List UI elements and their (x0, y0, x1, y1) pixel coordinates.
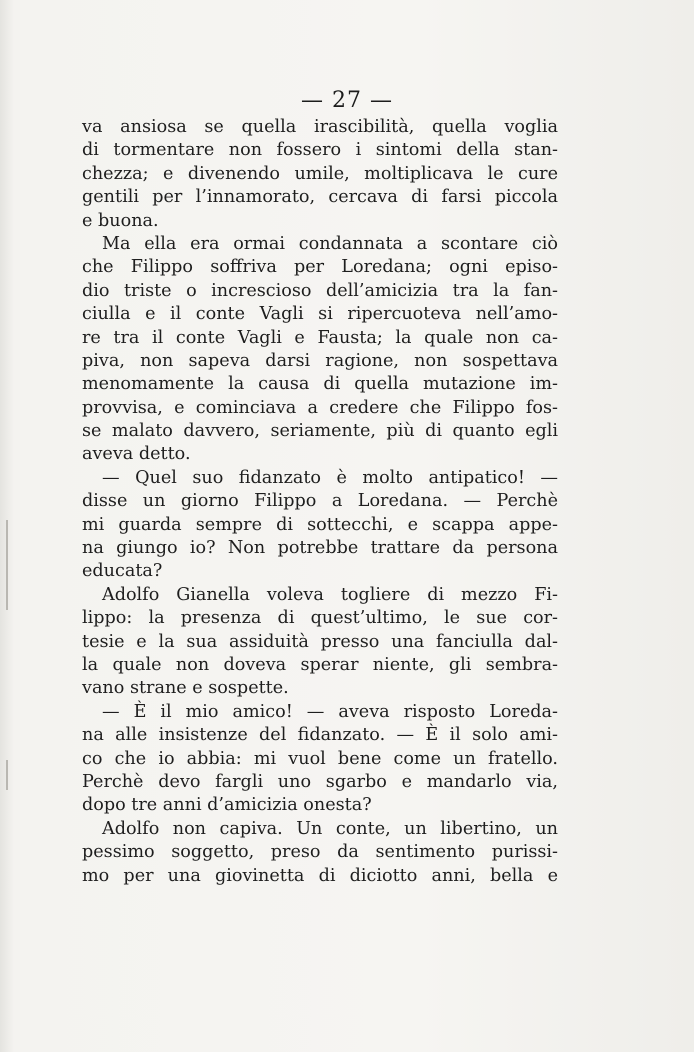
text-line: piva, non sapeva darsi ragione, non sospettava (82, 350, 558, 371)
text-line: Adolfo non capiva. Un conte, un libertino, un (102, 818, 558, 839)
text-line: lippo: la presenza di quest’ultimo, le sue cor- (82, 608, 558, 629)
page-edge-mark (6, 760, 8, 790)
text-line: dio triste o increscioso dell’amicizia tra la fan- (82, 280, 558, 301)
page-number: — 27 — (301, 88, 393, 113)
text-line: vano strane e sospette. (82, 678, 289, 699)
text-line: Ma ella era ormai condannata a scontare ciò (102, 233, 558, 254)
text-line: co che io abbia: mi vuol bene come un fratello. (82, 748, 558, 769)
body-text (82, 116, 558, 888)
text-line: se malato davvero, seriamente, più di quanto egli (82, 421, 558, 442)
text-line: menomamente la causa di quella mutazione im- (82, 374, 558, 395)
text-line: provvisa, e cominciava a credere che Filippo fos- (82, 397, 558, 418)
text-line: Perchè devo fargli uno sgarbo e mandarlo via, (82, 771, 558, 792)
text-line: na giungo io? Non potrebbe trattare da persona (82, 538, 558, 559)
text-line: gentili per l’innamorato, cercava di farsi piccola (82, 187, 558, 208)
text-line: che Filippo soffriva per Loredana; ogni episo- (82, 257, 558, 278)
text-line: Adolfo Gianella voleva togliere di mezzo Fi- (102, 584, 558, 605)
text-line: mi guarda sempre di sottecchi, e scappa appe- (82, 514, 558, 535)
text-line: disse un giorno Filippo a Loredana. — Perchè (82, 491, 558, 512)
text-line: ciulla e il conte Vagli si ripercuoteva nell’amo- (82, 304, 558, 325)
text-line: va ansiosa se quella irascibilità, quella voglia (82, 117, 558, 137)
text-line: la quale non doveva sperar niente, gli sembra- (82, 654, 558, 675)
text-line: educata? (82, 561, 163, 582)
text-line: dopo tre anni d’amicizia onesta? (82, 795, 372, 816)
page-edge-mark (6, 520, 8, 610)
text-line: tesie e la sua assiduità presso una fanciulla dal- (82, 631, 558, 652)
text-line: re tra il conte Vagli e Fausta; la quale non ca- (82, 327, 558, 348)
text-line: chezza; e divenendo umile, moltiplicava le cure (82, 163, 558, 184)
text-line: — Quel suo fidanzato è molto antipatico! — (102, 467, 558, 488)
text-line: e buona. (82, 210, 159, 231)
text-line: na alle insistenze del fidanzato. — È il solo ami- (82, 725, 558, 746)
text-line: mo per una giovinetta di diciotto anni, bella e (82, 865, 558, 886)
text-line: pessimo soggetto, preso da sentimento purissi- (82, 842, 558, 863)
text-line: di tormentare non fossero i sintomi della stan- (82, 140, 558, 161)
text-line: aveva detto. (82, 444, 191, 465)
text-line: — È il mio amico! — aveva risposto Loreda- (102, 701, 558, 722)
